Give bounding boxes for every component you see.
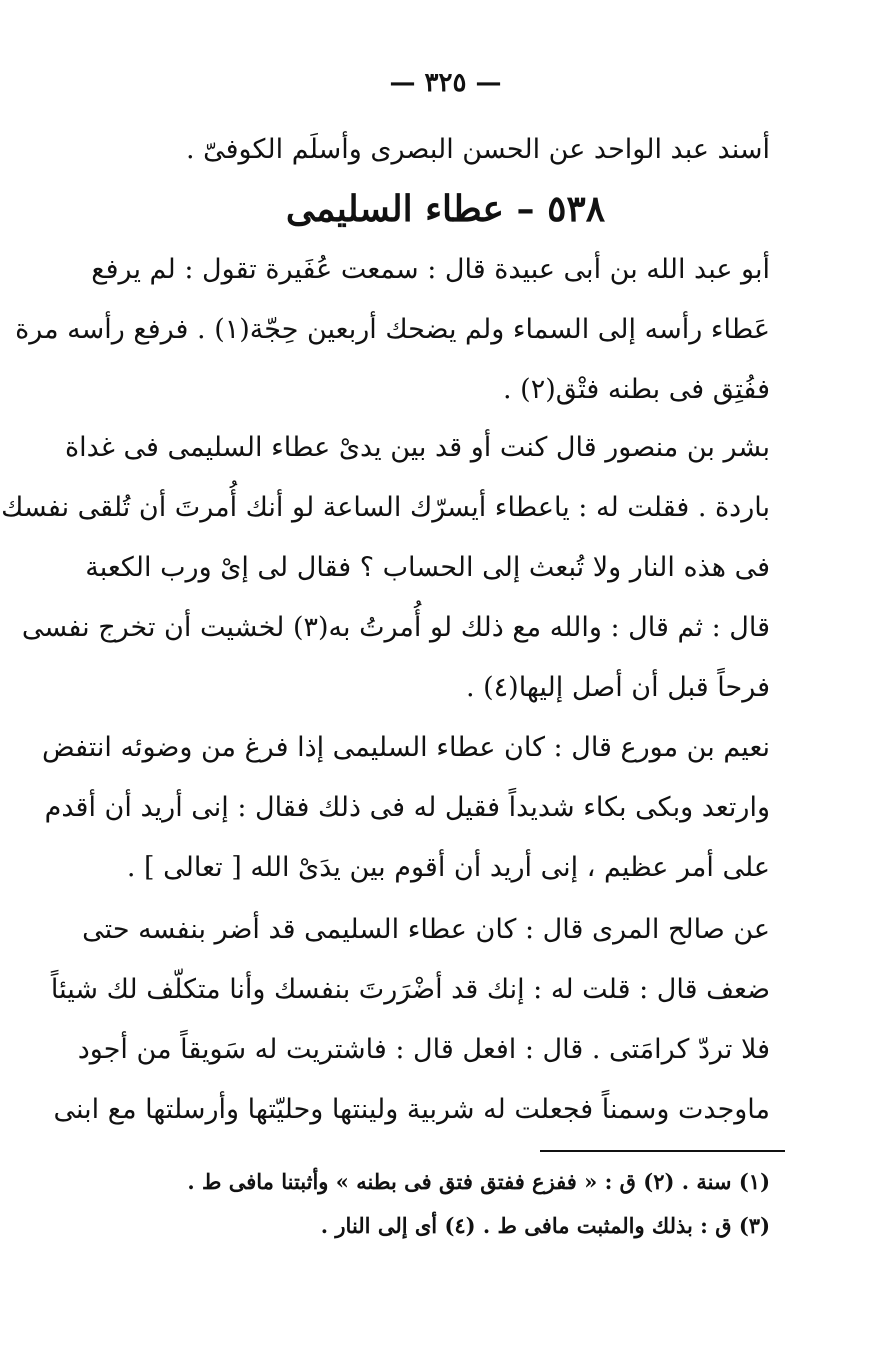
paragraph-2 [1, 418, 770, 718]
text-line: فرحاً قبل أن أصل إليها(٤) . [465, 672, 770, 703]
text-line: باردة . فقلت له : ياعطاء أيسرّك الساعة لو أنك أُمرتَ أن تُلقى نفسك [1, 492, 770, 523]
text-line: ضعف قال : قلت له : إنك قد أضْرَرتَ بنفسك وأنا متكلّف لك شيئاً [50, 974, 770, 1005]
text-line: فلا تردّ كرامَتى . قال : افعل قال : فاشتريت له سَويقاً من أجود [77, 1034, 770, 1065]
text-line: وارتعد وبكى بكاء شديداً فقيل له فى ذلك فقال : إنى أريد أن أقدم [44, 792, 770, 823]
text-line: فى هذه النار ولا تُبعث إلى الحساب ؟ فقال لى إىْ ورب الكعبة [85, 552, 770, 583]
page-number: — ٣٢٥ — [389, 68, 502, 98]
paragraph-4 [50, 900, 770, 1140]
text-line: عن صالح المرى قال : كان عطاء السليمى قد أضر بنفسه حتى [82, 914, 770, 945]
footnote-line: (٣) ق : بذلك والمثبت مافى ط . (٤) أى إلى النار . [320, 1213, 770, 1238]
paragraph-3 [42, 718, 770, 898]
text-line: أسند عبد الواحد عن الحسن البصرى وأسلَم الكوفىّ . [185, 134, 770, 165]
text-line: نعيم بن مورع قال : كان عطاء السليمى إذا فرغ من وضوئه انتفض [42, 732, 770, 763]
section-heading: ٥٣٨ – عطاء السليمى [285, 188, 606, 230]
footnote-line: (١) سنة . (٢) ق : « ففزع ففتق فتق فى بطنه » وأثبتنا مافى ط . [187, 1169, 770, 1194]
text-line: قال : ثم قال : والله مع ذلك لو أُمرتُ به(٣) لخشيت أن تخرج نفسى [21, 612, 770, 643]
footnote-divider [540, 1150, 785, 1152]
text-line: عَطاء رأسه إلى السماء ولم يضحك أربعين حِجّة(١) . فرفع رأسه مرة [15, 314, 770, 345]
paragraph-1 [15, 240, 770, 420]
text-line: بشر بن منصور قال كنت أو قد بين يدىْ عطاء السليمى فى غداة [64, 432, 770, 463]
intro-line [185, 120, 770, 180]
text-line: على أمر عظيم ، إنى أريد أن أقوم بين يدَىْ الله [ تعالى ] . [126, 852, 770, 883]
text-line: أبو عبد الله بن أبى عبيدة قال : سمعت عُفَيرة تقول : لم يرفع [91, 254, 770, 285]
text-line: ماوجدت وسمناً فجعلت له شربية ولينتها وحليّتها وأرسلتها مع ابنى [53, 1094, 770, 1125]
text-line: ففُتِق فى بطنه فتْق(٢) . [503, 374, 770, 405]
footnotes [140, 1160, 770, 1248]
